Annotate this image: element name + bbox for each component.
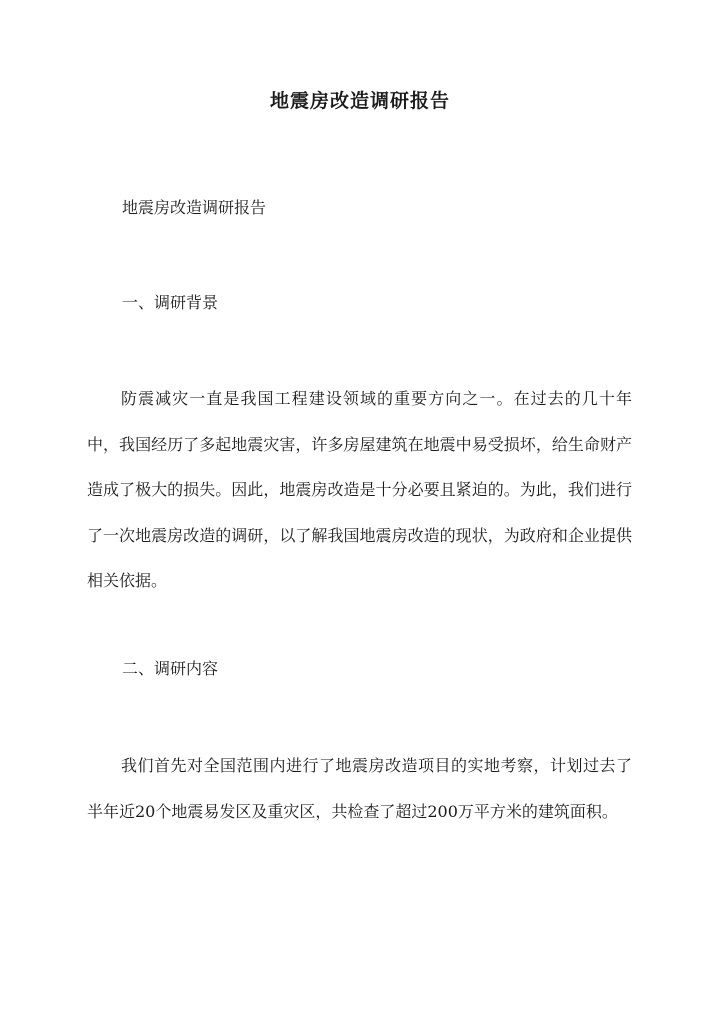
section-heading-content: 二、调研内容 [122, 659, 219, 678]
document-title: 地震房改造调研报告 [269, 90, 450, 112]
section-heading-background: 一、调研背景 [122, 293, 219, 312]
section-paragraph-background: 防震减灾一直是我国工程建设领域的重要方向之一。在过去的几十年中，我国经历了多起地震灾害，许多房屋建筑在地震中易受损坏，给生命财产造成了极大的损失。因此，地震房改造是十分必要且紧迫的。为此，我们进行了一次地震房改造的调研，以了解我国地震房改造的现状，为政府和企业提供相关依据。 [87, 389, 632, 590]
section-paragraph-content: 我们首先对全国范围内进行了地震房改造项目的实地考察，计划过去了半年近20个地震易发区及重灾区，共检查了超过200万平方米的建筑面积。 [87, 756, 632, 821]
document-subtitle: 地震房改造调研报告 [122, 198, 267, 217]
